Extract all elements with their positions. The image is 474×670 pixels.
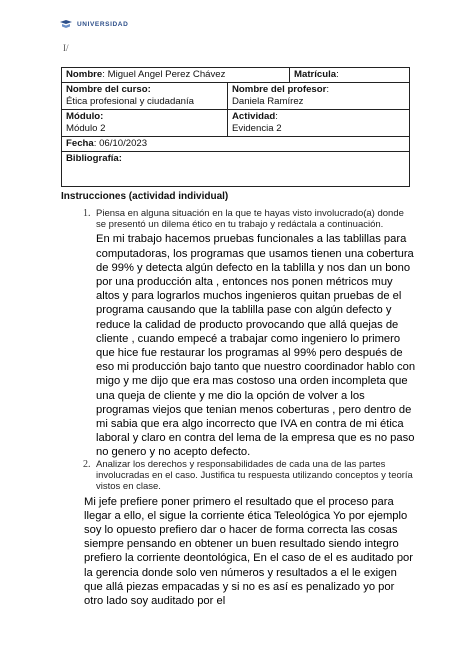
curso-value: Ética profesional y ciudadanía [66, 96, 194, 107]
instruction-item-2 [61, 459, 416, 608]
nombre-value: : Miguel Angel Perez Chávez [102, 69, 226, 80]
student-info-table [61, 67, 410, 187]
matricula-cell [290, 68, 410, 83]
item-answer: Mi jefe prefiere poner primero el resultado que el proceso para llegar a ello, el sigue la corriente ética Teleológica Yo por ejemplo soy lo opuesto prefiero dar o hacer de forma correcta las cosas siempre pensando en obtener un buen resultado siendo integro prefiero la corriente deontológica, En el caso de el es auditado por la gerencia donde solo ven números y resultados a el le exigen que allá piezas empacadas y si no es así es penalizado yo por otro lado soy auditado por el [84, 495, 413, 608]
university-logo [60, 20, 128, 28]
fecha-value: : 06/10/2023 [93, 138, 148, 149]
actividad-colon: : [275, 111, 278, 122]
profesor-cell [228, 83, 410, 110]
profesor-colon: : [326, 84, 330, 95]
curso-cell [62, 83, 228, 110]
item-number: 1. [83, 208, 91, 219]
instructions-title: Instrucciones (actividad individual) [61, 191, 229, 202]
item-question: Analizar los derechos y responsabilidades de cada una de las partes involucradas en el caso. Justifica tu respuesta utilizando conceptos y teoría vistos en clase. [96, 459, 413, 493]
nombre-cell [62, 68, 290, 83]
logo-emblem-icon [60, 20, 72, 28]
curso-label: Nombre del curso: [66, 84, 151, 95]
bibliografia-cell [62, 152, 410, 187]
fecha-label: Fecha [66, 138, 94, 149]
bibliografia-colon: : [118, 153, 122, 164]
actividad-label: Actividad [232, 111, 276, 122]
item-number: 2. [83, 459, 91, 470]
item-answer: En mi trabajo hacemos pruebas funcionales a las tablillas para computadoras, los programas que usamos tienen una cobertura de 99% y detecta algún defecto en la tablilla y nos dan un bono por una producción alta , entonces nos ponen métricos muy altos y para lograrlos muchos ingenieros quitan pruebas de el programa causando que la tablilla pase con algún defecto y reduce la calidad de producto provocando que allá quejas de cliente , cuando empecé a trabajar como ingeniero lo primero que hice fue restaurar los programas al 99% pero después de eso mi producción bajo tanto que nuestro coordinador hablo con migo y me dijo que era mas costoso una orden incompleta que una queja de cliente y me dio la opción de volver a los programas viejos que tenian menos coberturas , pero dentro de mi sabia que era algo incorrecto que IVA en contra de mi ética laboral y claro en contra del lema de la empresa que es no paso no genero y no acepto defecto. [96, 233, 416, 459]
text-cursor-glyph: I/ [63, 43, 69, 53]
fecha-cell [62, 137, 410, 152]
actividad-value: Evidencia 2 [232, 123, 282, 134]
instruction-item-1 [61, 208, 416, 460]
modulo-label: Módulo: [66, 111, 104, 122]
profesor-label: Nombre del profesor [232, 84, 327, 95]
actividad-cell [228, 110, 410, 137]
modulo-cell [62, 110, 228, 137]
modulo-value: Módulo 2 [66, 123, 106, 134]
bibliografia-label: Bibliografía [66, 153, 119, 164]
nombre-label: Nombre [66, 69, 103, 80]
item-question: Piensa en alguna situación en la que te hayas visto involucrado(a) donde se presentó un dilema ético en tu trabajo y redáctala a continuación. [96, 208, 404, 231]
logo-text: UNIVERSIDAD [77, 20, 129, 28]
matricula-label: Matrícula [294, 69, 337, 80]
matricula-colon: : [336, 69, 339, 80]
profesor-value: Daniela Ramírez [232, 96, 304, 107]
